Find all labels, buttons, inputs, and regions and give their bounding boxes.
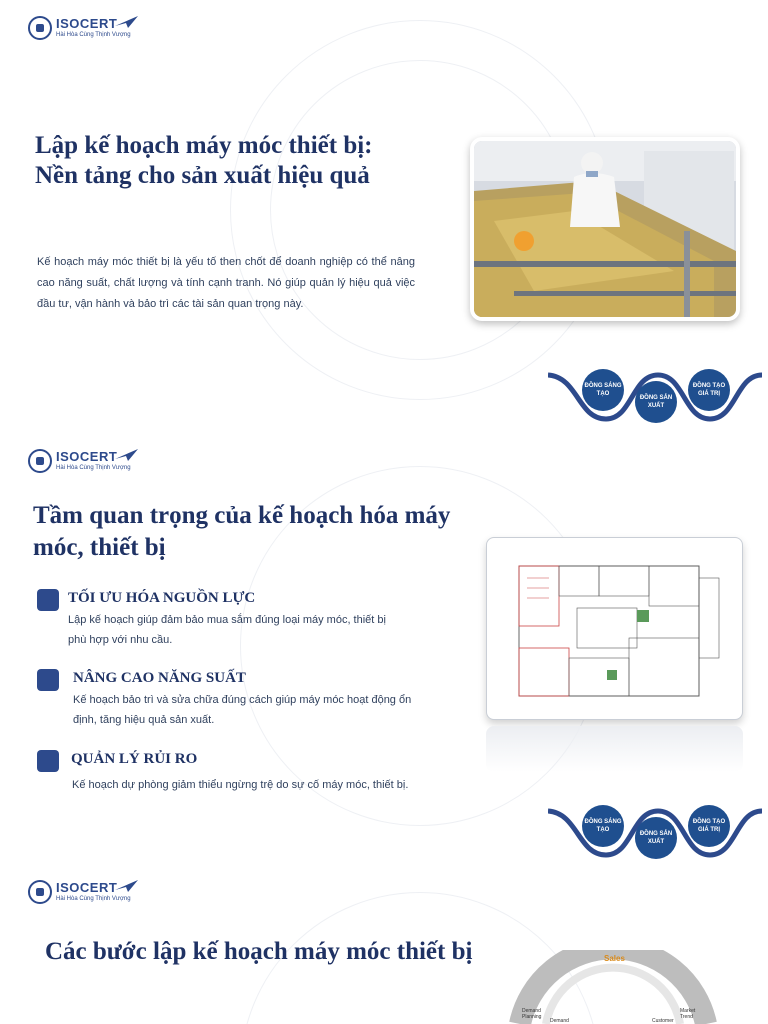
brand-tagline: Hài Hòa Cùng Thịnh Vượng (56, 32, 131, 38)
page-title: Lập kế hoạch máy móc thiết bị: (35, 132, 373, 159)
floor-plan-reflection (486, 726, 743, 772)
bullet-square-icon (37, 669, 59, 691)
brand-name: ISOCERT (56, 16, 118, 31)
badge-co-production: ĐỒNG SẢN XUẤT (639, 831, 673, 845)
diagram-label-sales: Sales (604, 954, 625, 963)
item-title-resource: TỐI ƯU HÓA NGUỒN LỰC (68, 590, 256, 606)
item-title-productivity: NÂNG CAO NĂNG SUẤT (73, 670, 246, 686)
badge-co-production: ĐỒNG SẢN XUẤT (639, 395, 673, 409)
slide-importance (0, 436, 768, 872)
brand-logo (28, 449, 131, 473)
brand-tagline: Hài Hòa Cùng Thịnh Vượng (56, 896, 131, 902)
brand-name: ISOCERT (56, 880, 118, 895)
intro-paragraph: Kế hoạch máy móc thiết bị là yếu tố then chốt để doanh nghiệp có thể nâng cao năng suất, chất lượng và tính cạnh tranh. Nó giúp quản lý hiệu quả việc đầu tư, vận hành và bảo trì các tài sản quan trọng này. (37, 256, 415, 310)
logo-emblem-icon (28, 880, 52, 904)
badge-co-creation: ĐỒNG SÁNG TẠO (584, 819, 622, 833)
diagram-label-market-trend: Market Trend (680, 1008, 696, 1020)
plane-icon (114, 447, 140, 463)
bullet-square-icon (37, 750, 59, 772)
badge-co-value: ĐỒNG TẠO GIÁ TRỊ (692, 819, 726, 833)
item-desc-risk: Kế hoạch dự phòng giảm thiểu ngừng trệ do sự cố máy móc, thiết bị. (72, 779, 409, 791)
plane-icon (114, 14, 140, 30)
slide-steps (0, 872, 768, 1024)
plane-icon (114, 878, 140, 894)
logo-emblem-icon (28, 449, 52, 473)
brand-logo (28, 880, 131, 904)
brand-tagline: Hài Hòa Cùng Thịnh Vượng (56, 465, 131, 471)
item-title-risk: QUẢN LÝ RỦI RO (71, 751, 198, 767)
factory-photo (470, 137, 740, 321)
factory-photo-illustration (474, 141, 736, 317)
diagram-label-demand-planning: Demand Planning (522, 1008, 542, 1020)
section-title: Các bước lập kế hoạch máy móc thiết bị (45, 938, 473, 965)
diagram-label-demand: Demand (550, 1018, 569, 1024)
page-subtitle: Nền tảng cho sản xuất hiệu quả (35, 162, 370, 189)
badge-co-value: ĐỒNG TẠO GIÁ TRỊ (692, 383, 726, 397)
bullet-square-icon (37, 589, 59, 611)
badge-co-creation: ĐỒNG SÁNG TẠO (584, 383, 622, 397)
slide-intro (0, 0, 768, 436)
floor-plan-drawing (487, 538, 743, 720)
brand-name: ISOCERT (56, 449, 118, 464)
diagram-label-customer: Customer (652, 1018, 674, 1024)
logo-emblem-icon (28, 16, 52, 40)
item-desc-resource: Lập kế hoạch giúp đảm bảo mua sắm đúng loại máy móc, thiết bị phù hợp với nhu cầu. (68, 614, 386, 646)
planning-cycle-diagram (498, 950, 728, 1024)
item-desc-productivity: Kế hoạch bảo trì và sửa chữa đúng cách giúp máy móc hoạt động ổn định, tăng hiệu quả sản xuất. (73, 694, 412, 726)
floor-plan-image (486, 537, 743, 720)
brand-logo (28, 16, 131, 40)
section-title: Tầm quan trọng của kế hoạch hóa máy móc, thiết bị (33, 502, 451, 561)
